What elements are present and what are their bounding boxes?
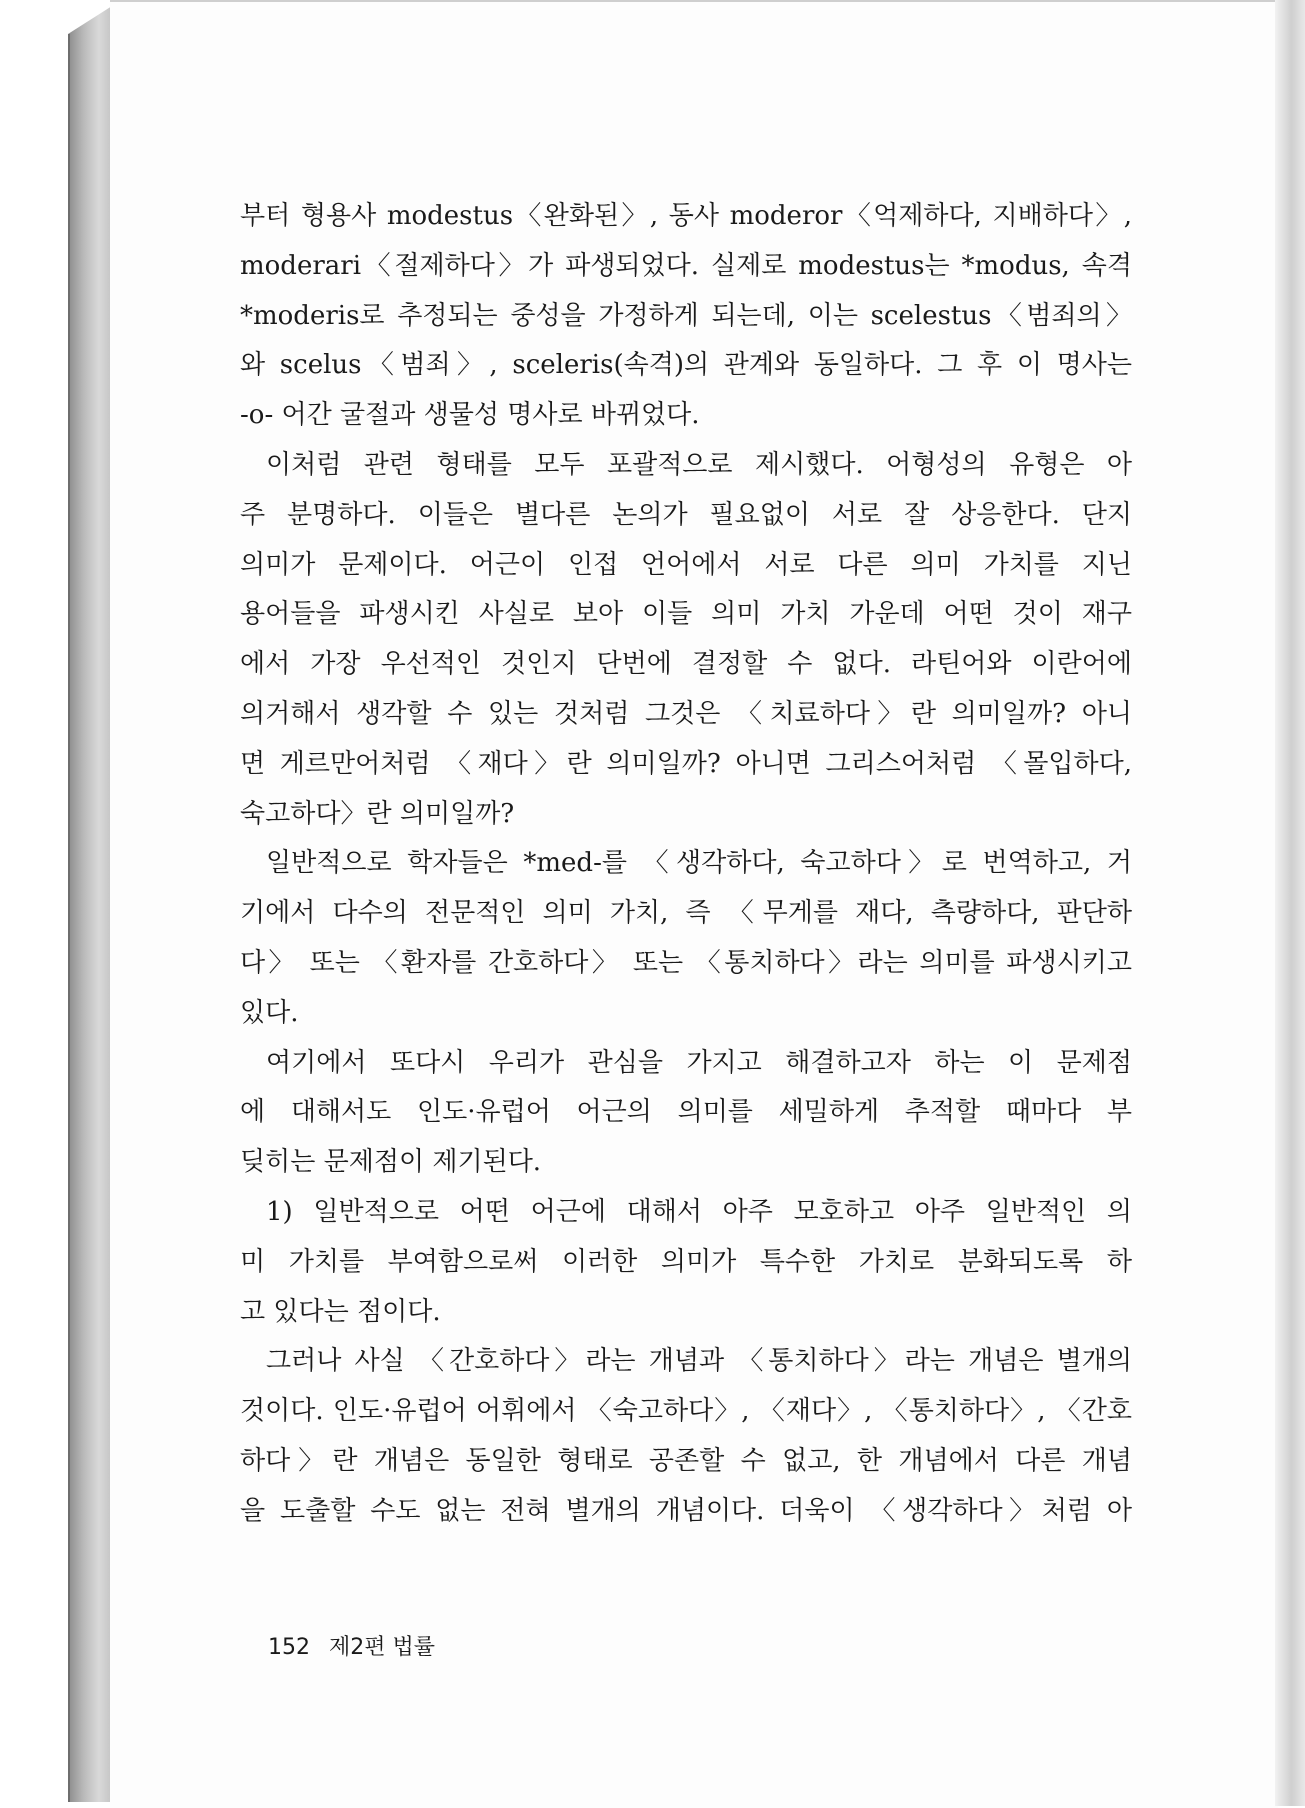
text-line: 일반적으로 학자들은 *med-를 〈생각하다, 숙고하다〉로 번역하고, 거 [266, 848, 1132, 879]
text-line: 여기에서 또다시 우리가 관심을 가지고 해결하고자 하는 이 문제점 [266, 1047, 1132, 1078]
text-line: 미 가치를 부여함으로써 이러한 의미가 특수한 가치로 분화되도록 하 [240, 1246, 1132, 1277]
text-line: 을 도출할 수도 없는 전혀 별개의 개념이다. 더욱이 〈생각하다〉처럼 아 [240, 1495, 1132, 1526]
text-line: 것이다. 인도·유럽어 어휘에서 〈숙고하다〉, 〈재다〉, 〈통치하다〉, 〈간호 [240, 1396, 1132, 1427]
text-line: 이처럼 관련 형태를 모두 포괄적으로 제시했다. 어형성의 유형은 아 [266, 449, 1132, 480]
text-line: 숙고하다〉란 의미일까? [240, 798, 515, 829]
spine-divider [68, 34, 70, 1802]
text-line: 기에서 다수의 전문적인 의미 가치, 즉 〈무게를 재다, 측량하다, 판단하 [240, 898, 1132, 929]
text-line: 주 분명하다. 이들은 별다른 논의가 필요없이 서로 잘 상응한다. 단지 [240, 499, 1132, 530]
body-text [240, 192, 1132, 1537]
text-line: 의미가 문제이다. 어근이 인접 언어에서 서로 다른 의미 가치를 지닌 [240, 549, 1132, 580]
text-line: *moderis로 추정되는 중성을 가정하게 되는데, 이는 scelestus〈범죄의〉 [240, 300, 1132, 331]
text-line: 에 대해서도 인도·유럽어 어근의 의미를 세밀하게 추적할 때마다 부 [240, 1097, 1132, 1128]
text-line: 그러나 사실 〈간호하다〉라는 개념과 〈통치하다〉라는 개념은 별개의 [266, 1346, 1132, 1377]
text-line: 의거해서 생각할 수 있는 것처럼 그것은 〈치료하다〉란 의미일까? 아니 [240, 698, 1132, 729]
text-line: 다〉 또는 〈환자를 간호하다〉 또는 〈통치하다〉라는 의미를 파생시키고 [240, 947, 1132, 978]
text-line: 면 게르만어처럼 〈재다〉란 의미일까? 아니면 그리스어처럼 〈몰입하다, [240, 748, 1132, 779]
book-spine-edge [68, 6, 112, 1802]
text-line: 하다〉란 개념은 동일한 형태로 공존할 수 없고, 한 개념에서 다른 개념 [240, 1445, 1132, 1476]
page-right-shadow [1275, 0, 1305, 1806]
text-line: 부터 형용사 modestus〈완화된〉, 동사 moderor〈억제하다, 지배하다〉, [240, 201, 1132, 231]
text-line: 에서 가장 우선적인 것인지 단번에 결정할 수 없다. 라틴어와 이란어에 [240, 649, 1132, 680]
page-footer [268, 1630, 435, 1661]
text-line: 1) 일반적으로 어떤 어근에 대해서 아주 모호하고 아주 일반적인 의 [266, 1196, 1132, 1227]
section-title: 제2편 법률 [329, 1635, 435, 1660]
text-line: 용어들을 파생시킨 사실로 보아 이들 의미 가치 가운데 어떤 것이 재구 [240, 599, 1132, 630]
text-line: 와 scelus〈범죄〉, sceleris(속격)의 관계와 동일하다. 그 후 이 명사는 [240, 350, 1132, 381]
text-line: 있다. [240, 997, 299, 1028]
text-line: 딪히는 문제점이 제기된다. [240, 1147, 542, 1178]
text-line: moderari〈절제하다〉가 파생되었다. 실제로 modestus는 *modus, 속격 [240, 250, 1132, 281]
text-line: -o- 어간 굴절과 생물성 명사로 바뀌었다. [240, 400, 700, 431]
text-line: 고 있다는 점이다. [240, 1296, 441, 1327]
page-number: 152 [268, 1635, 310, 1660]
